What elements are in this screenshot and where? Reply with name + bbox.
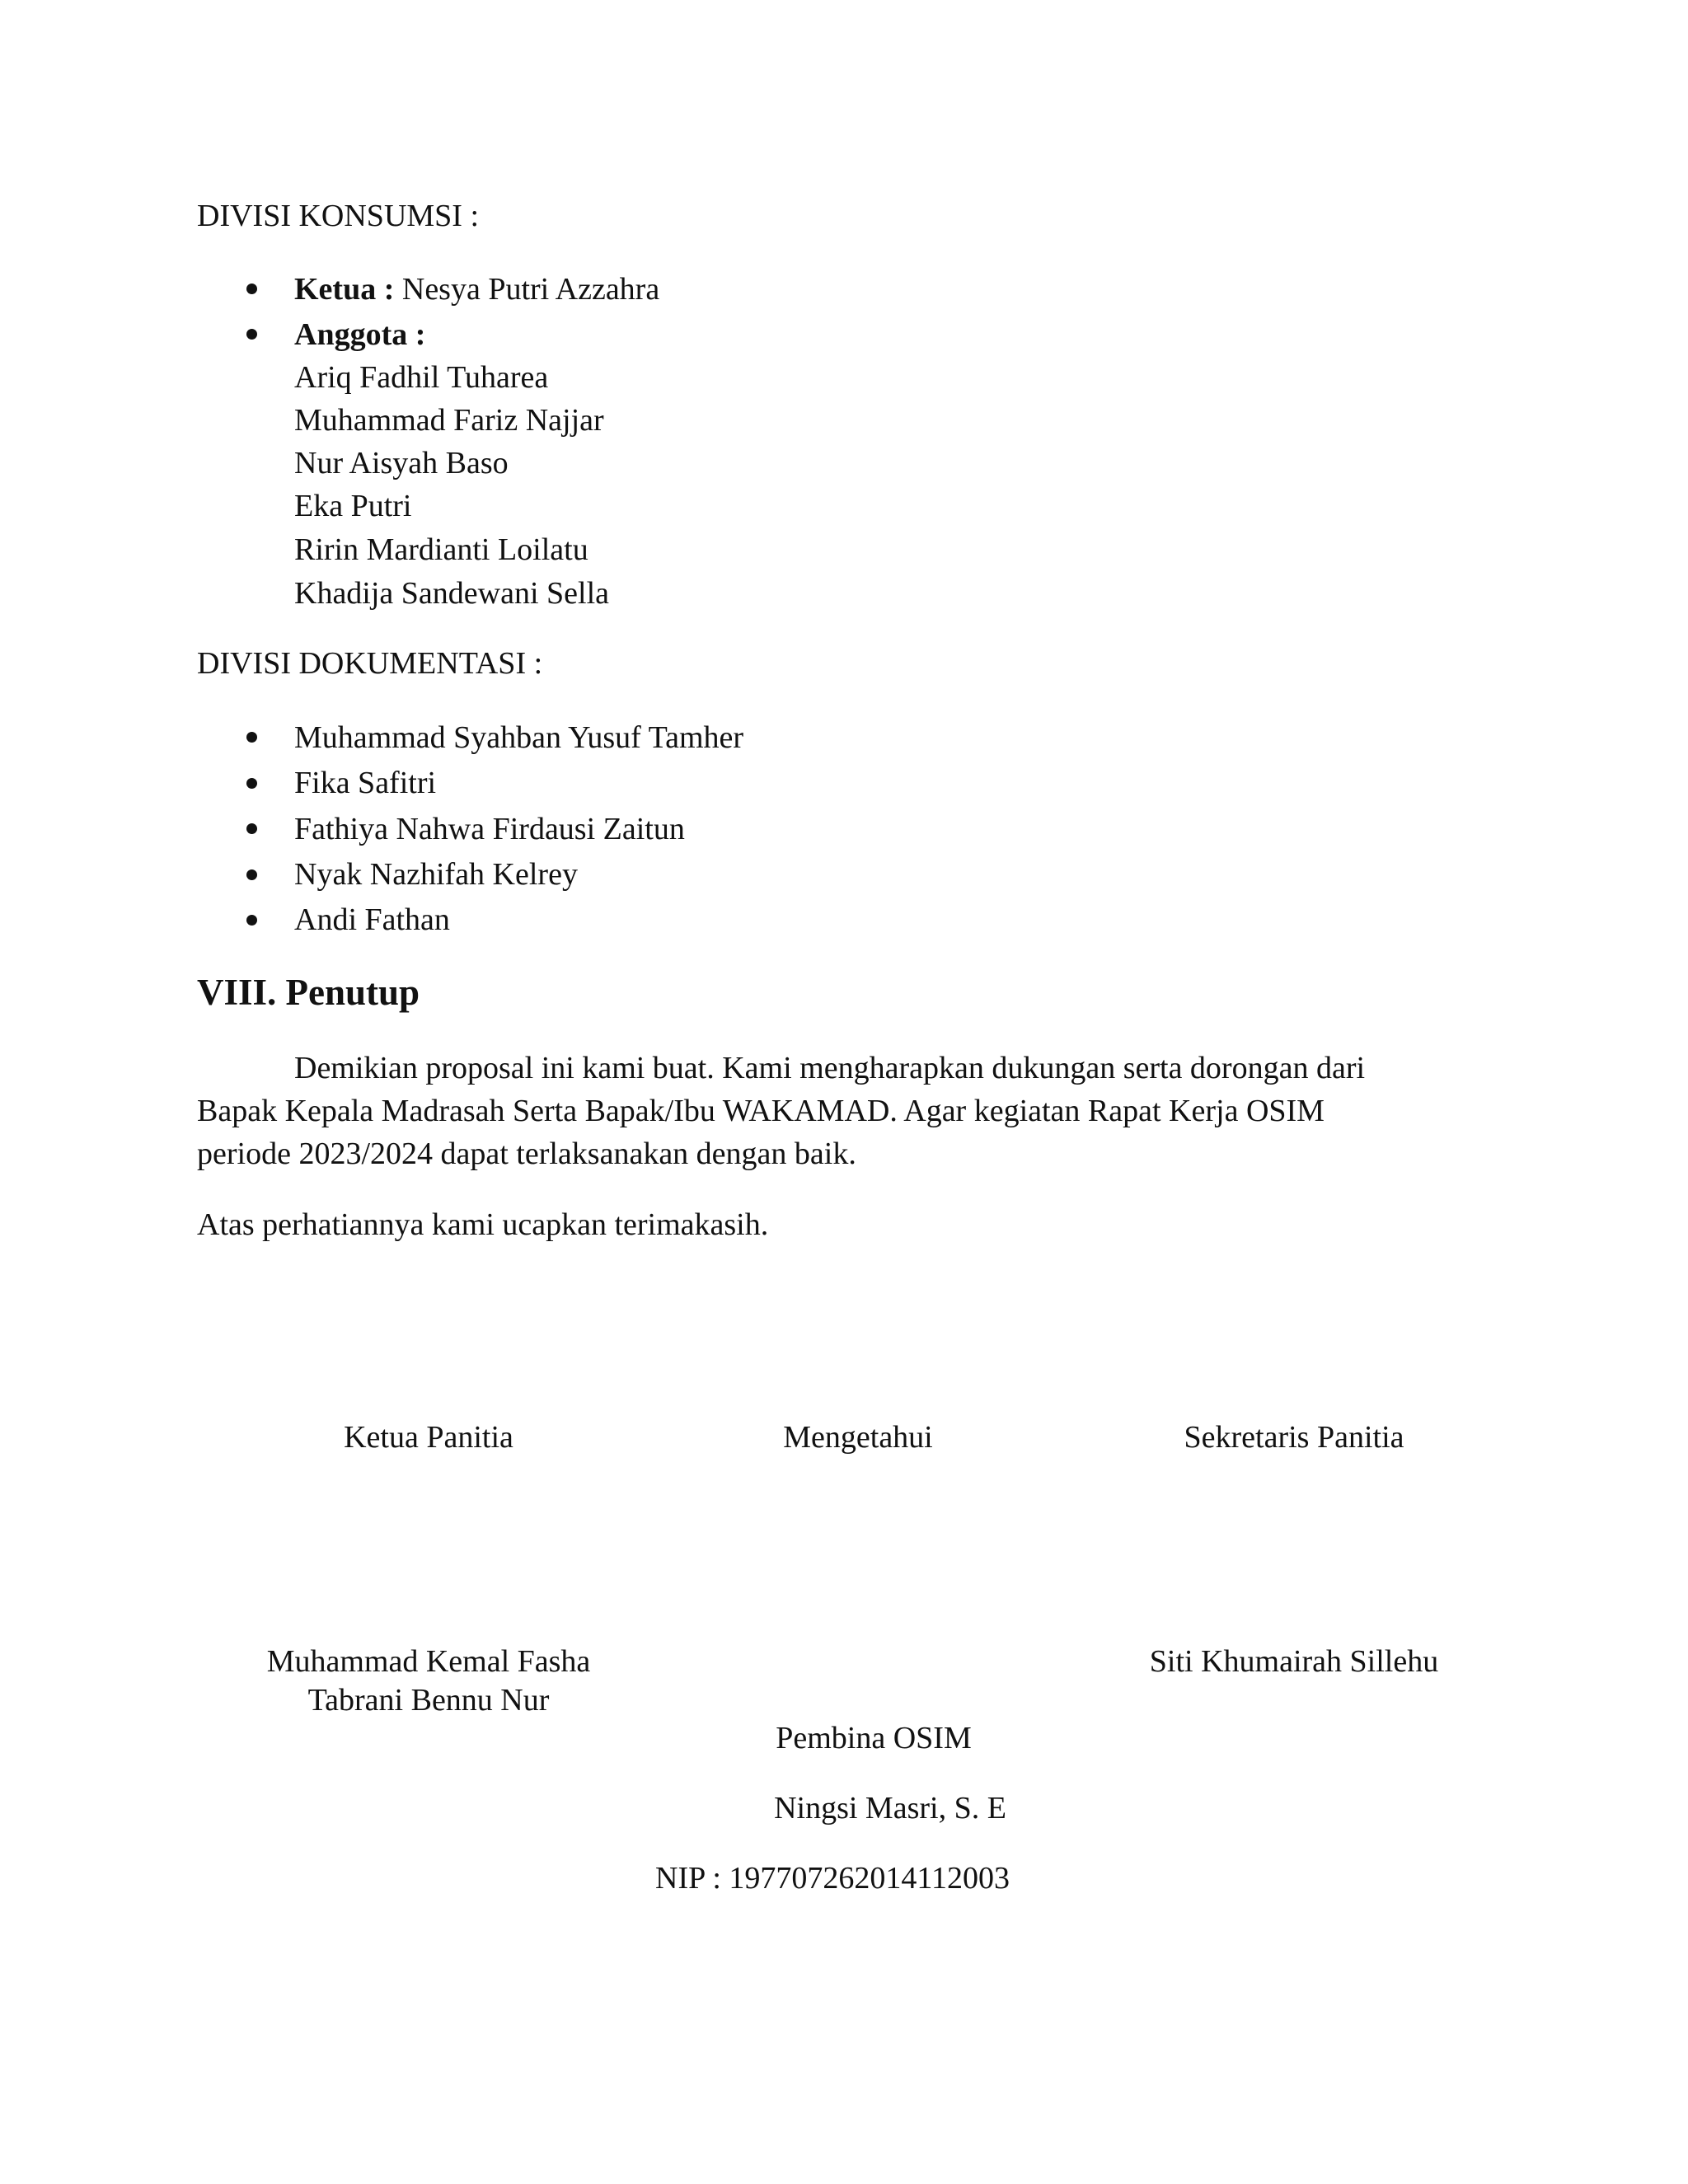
dokumentasi-member: Andi Fathan — [294, 902, 450, 937]
bullet-icon — [246, 778, 257, 789]
dokumentasi-member: Fathiya Nahwa Firdausi Zaitun — [294, 812, 685, 846]
sekretaris-panitia-name: Siti Khumairah Sillehu — [1149, 1644, 1439, 1679]
konsumsi-member: Ariq Fadhil Tuharea — [294, 360, 549, 395]
ketua-name: Nesya Putri Azzahra — [401, 272, 660, 307]
anggota-label: Anggota : — [294, 317, 426, 352]
dokumentasi-member: Fika Safitri — [294, 766, 437, 800]
penutup-paragraph-line: Bapak Kepala Madrasah Serta Bapak/Ibu WAKAMAD. Agar kegiatan Rapat Kerja OSIM — [197, 1094, 1325, 1128]
dokumentasi-member: Nyak Nazhifah Kelrey — [294, 857, 578, 892]
closing-text: Atas perhatiannya kami ucapkan terimakasih. — [197, 1207, 769, 1242]
dokumentasi-member: Muhammad Syahban Yusuf Tamher — [294, 720, 744, 755]
konsumsi-member: Khadija Sandewani Sella — [294, 576, 610, 611]
bullet-icon — [246, 823, 257, 834]
ketua-panitia-title: Ketua Panitia — [344, 1420, 513, 1455]
penutup-heading: VIII. Penutup — [197, 972, 420, 1013]
pembina-title: Pembina OSIM — [776, 1721, 972, 1755]
konsumsi-ketua-line — [294, 274, 659, 305]
konsumsi-member: Muhammad Fariz Najjar — [294, 403, 604, 438]
ketua-panitia-name: Tabrani Bennu Nur — [307, 1683, 550, 1718]
bullet-icon — [246, 915, 257, 926]
ketua-panitia-name: Muhammad Kemal Fasha — [266, 1644, 591, 1679]
konsumsi-member: Nur Aisyah Baso — [294, 446, 509, 480]
bullet-icon — [246, 284, 257, 294]
pembina-nip: NIP : 197707262014112003 — [655, 1861, 1010, 1896]
bullet-icon — [246, 732, 257, 743]
bullet-icon — [246, 329, 257, 340]
pembina-name: Ningsi Masri, S. E — [774, 1791, 1006, 1825]
penutup-paragraph-line: Demikian proposal ini kami buat. Kami mengharapkan dukungan serta dorongan dari — [294, 1051, 1366, 1085]
penutup-paragraph-line: periode 2023/2024 dapat terlaksanakan dengan baik. — [197, 1137, 856, 1171]
ketua-label: Ketua : — [294, 272, 395, 307]
konsumsi-member: Ririn Mardianti Loilatu — [294, 532, 588, 567]
dokumentasi-heading: DIVISI DOKUMENTASI : — [197, 646, 543, 681]
sekretaris-panitia-title: Sekretaris Panitia — [1184, 1420, 1404, 1455]
konsumsi-heading: DIVISI KONSUMSI : — [197, 199, 480, 233]
mengetahui-label: Mengetahui — [783, 1420, 933, 1455]
konsumsi-member: Eka Putri — [294, 489, 412, 523]
bullet-icon — [246, 869, 257, 880]
